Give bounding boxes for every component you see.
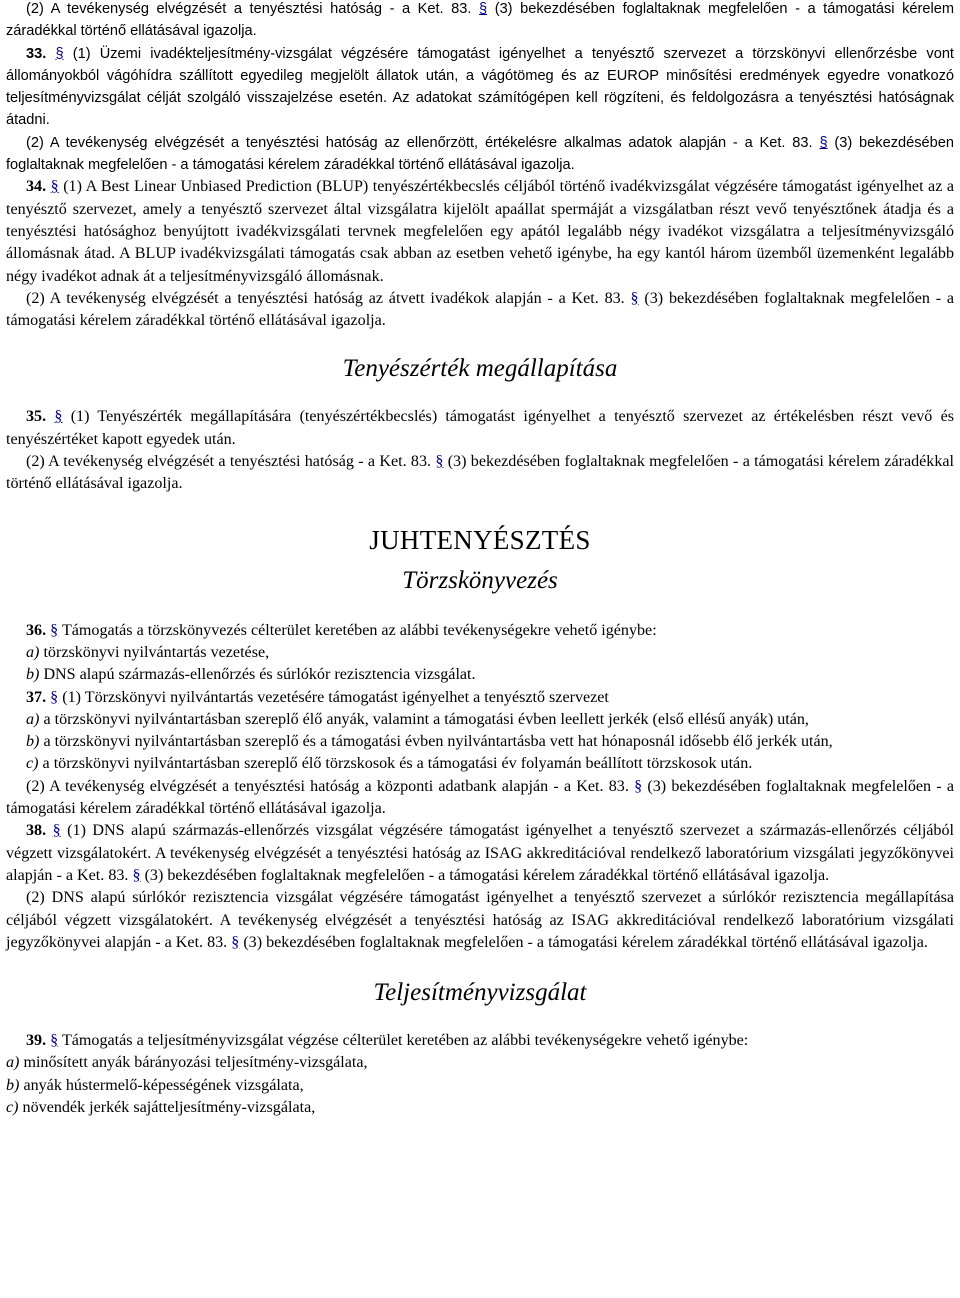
intro-paragraph [6, 0, 954, 43]
list-label: b) [6, 1076, 20, 1094]
section-symbol-link[interactable]: § [819, 134, 828, 151]
list-item [6, 731, 954, 753]
section-37-para-2 [6, 776, 954, 821]
section-number: 38. [26, 822, 47, 840]
list-item [6, 753, 954, 775]
section-symbol-link[interactable]: § [630, 289, 639, 307]
section-number: 35. [26, 408, 47, 426]
section-text-cont: (3) bekezdésében foglaltaknak megfelelően - a támogatási kérelem záradékkal történő ellátásával igazolja. [6, 289, 955, 330]
section-text-cont: (3) bekezdésében foglaltaknak megfelelően - a támogatási kérelem záradékkal történő ellátásával igazolja. [243, 933, 928, 951]
section-text-cont: (3) bekezdésében foglaltaknak megfelelően - a támogatási kérelem záradékkal történő ellátásával igazolja. [6, 134, 954, 174]
section-35-para-1 [6, 406, 954, 451]
section-number: 37. [26, 688, 47, 706]
section-text-cont: (3) bekezdésében foglaltaknak megfelelően - a támogatási kérelem záradékkal történő ellátásával igazolja. [144, 866, 830, 884]
section-text: Támogatás a törzskönyvezés célterület keretében az alábbi tevékenységekre vehető igénybe: [61, 621, 657, 639]
section-text: (1) Törzskönyvi nyilvántartás vezetésére támogatást igényelhet a tenyésztő szervezet [62, 688, 609, 706]
section-35-para-2 [6, 451, 954, 496]
section-symbol-link[interactable]: § [435, 453, 444, 471]
section-38-para-1 [6, 820, 954, 887]
section-text: (2) A tevékenység elvégzését a tenyésztési hatóság az ellenőrzött, értékelésre alkalmas adatok alapján - a Ket. 83. [26, 134, 813, 151]
section-symbol-link[interactable]: § [479, 1, 488, 17]
list-text: a törzskönyvi nyilvántartásban szereplő és a támogatási évben nyilvántartásba vett hat hónaposnál idősebb élő jerkék után, [43, 733, 833, 751]
section-number: 34. [26, 178, 47, 196]
section-text: (1) Üzemi ivadékteljesítmény-vizsgálat végzésére támogatást igényelhet a tenyésztő szervezet a törzskönyvi ellenőrzésbe vont állományokból vágóhídra szállított egyedileg megjelölt állatok után, a vágótömeg és az EUROP minősítési eredmények egyedre vonatkozó teljesítményvizsgálat célját szolgáló visszajelzése esetén. Az adatokat számítógépen kell rögzíteni, és feldolgozásra a tenyésztési hatóságnak átadni. [6, 45, 954, 129]
intro-text-cont: (3) bekezdésében foglaltaknak megfelelően - a támogatási kérelem záradékkal történő ellátásával igazolja. [6, 1, 954, 40]
section-37-para-1 [6, 687, 954, 709]
list-text: a törzskönyvi nyilvántartásban szereplő élő törzskosok és a támogatási év folyamán beállított törzskosok után. [42, 755, 753, 773]
list-label: b) [26, 733, 40, 751]
list-label: c) [26, 755, 39, 773]
list-item [6, 709, 954, 731]
list-label: a) [26, 710, 40, 728]
section-33-para-1 [6, 43, 954, 132]
heading-juhtenyesztes: JUHTENYÉSZTÉS [369, 524, 591, 555]
list-item [6, 664, 954, 686]
list-text: a törzskönyvi nyilvántartásban szereplő élő anyák, valamint a támogatási évben leellett jerkék (első ellésű anyák) után, [43, 710, 809, 728]
section-symbol-link[interactable]: § [52, 822, 61, 840]
section-symbol-link[interactable]: § [55, 45, 64, 62]
list-label: c) [6, 1098, 19, 1116]
section-number: 39. [26, 1032, 47, 1050]
section-34-para-2 [6, 288, 954, 333]
section-symbol-link[interactable]: § [132, 866, 141, 884]
list-item [6, 1075, 954, 1097]
list-label: a) [26, 643, 40, 661]
section-symbol-link[interactable]: § [634, 777, 643, 795]
section-symbol-link[interactable]: § [50, 688, 59, 706]
list-item [6, 1097, 954, 1119]
section-33-para-2 [6, 132, 954, 177]
section-text: (2) A tevékenység elvégzését a tenyésztési hatóság az átvett ivadékok alapján - a Ket. 83. [26, 289, 625, 307]
section-number: 33. [26, 45, 47, 62]
section-text: (2) A tevékenység elvégzését a tenyésztési hatóság - a Ket. 83. [26, 453, 432, 471]
list-text: minősített anyák bárányozási teljesítmény-vizsgálata, [23, 1054, 368, 1072]
section-38-para-2 [6, 887, 954, 954]
section-text-cont: (3) bekezdésében foglaltaknak megfelelően - a támogatási kérelem záradékkal történő ellátásával igazolja. [6, 777, 955, 818]
list-item [6, 1052, 954, 1074]
list-item [6, 642, 954, 664]
list-text: növendék jerkék sajátteljesítmény-vizsgálata, [22, 1098, 316, 1116]
section-text: (1) A Best Linear Unbiased Prediction (BLUP) tenyészértékbecslés céljából történő ivadékvizsgálat végzésére támogatást igényelhet az a tenyésztő szervezet, amely a tenyésztő szervezet által vizsgálatra kijelölt apaállat spermáját a vizsgálatban részt vevő tenyésztőnek átadja és a tenyésztési hatósághoz benyújtott ivadékvizsgálati tervnek megfelelően egy apától legalább négy ivadékot vizsgálatra a teljesítményvizsgáló állomásnak átad. A BLUP ivadékvizsgálati támogatás csak abban az esetben vehető igénybe, ha egy kantól három üzemből üzemenként legalább négy ivadékot adnak át a teljesítményvizsgáló állomásnak. [6, 178, 954, 285]
section-34-para-1 [6, 176, 954, 287]
heading-tenyeszertek: Tenyészérték megállapítása [342, 355, 618, 383]
heading-torzskonyvezes: Törzskönyvezés [402, 566, 558, 594]
intro-text: (2) A tevékenység elvégzését a tenyésztési hatóság - a Ket. 83. [26, 1, 472, 17]
heading-teljesitmenyvizsgalat: Teljesítményvizsgálat [373, 979, 587, 1007]
section-text: Támogatás a teljesítményvizsgálat végzése célterület keretében az alábbi tevékenységekre vehető igénybe: [61, 1032, 749, 1050]
section-text: (1) DNS alapú származás-ellenőrzés vizsgálat végzésére támogatást igényelhet a tenyésztő szervezet a származás-ellenőrzés céljából végzett vizsgálatokért. A tevékenység elvégzését a tenyésztési hatóság az ISAG akkreditációval rendelkező laboratórium vizsgálati jegyzőkönyvei alapján - a Ket. 83. [6, 822, 955, 884]
list-text: anyák hústermelő-képességének vizsgálata, [23, 1076, 304, 1094]
section-36-para-1 [6, 620, 954, 642]
section-symbol-link[interactable]: § [50, 621, 59, 639]
section-symbol-link[interactable]: § [54, 408, 63, 426]
list-label: a) [6, 1054, 20, 1072]
list-text: törzskönyvi nyilvántartás vezetése, [43, 643, 270, 661]
section-text-cont: (3) bekezdésében foglaltaknak megfelelően - a támogatási kérelem záradékkal történő ellátásával igazolja. [6, 453, 954, 493]
section-symbol-link[interactable]: § [50, 1032, 59, 1050]
section-text: (1) Tenyészérték megállapítására (tenyészértékbecslés) támogatást igényelhet a tenyésztő szervezet az értékelésben részt vevő és tenyészértéket kapott egyedek után. [6, 408, 955, 448]
section-number: 36. [26, 621, 47, 639]
list-text: DNS alapú származás-ellenőrzés és súrlókór rezisztencia vizsgálat. [43, 666, 476, 684]
section-text: (2) A tevékenység elvégzését a tenyésztési hatóság a központi adatbank alapján - a Ket. 83. [26, 777, 629, 795]
section-text: (2) DNS alapú súrlókór rezisztencia vizsgálat végzésére támogatást igényelhet a tenyésztő szervezet a súrlókór rezisztencia megállapítása céljából végzett vizsgálatokért. A tevékenység elvégzését a tenyésztési hatóság az ISAG akkreditációval rendelkező laboratórium vizsgálati jegyzőkönyvei alapján - a Ket. 83. [6, 889, 954, 951]
section-39-para-1 [6, 1030, 954, 1052]
section-symbol-link[interactable]: § [50, 178, 59, 196]
section-symbol-link[interactable]: § [231, 933, 240, 951]
list-label: b) [26, 666, 40, 684]
